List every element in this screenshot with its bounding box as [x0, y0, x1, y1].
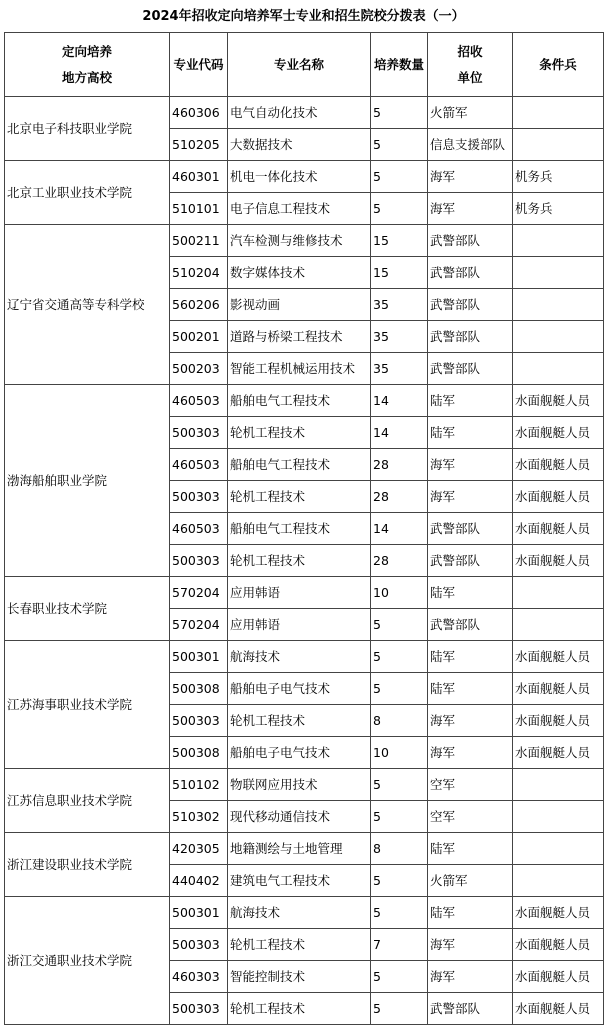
- major-name-cell: 应用韩语: [228, 609, 371, 641]
- unit-cell: 信息支援部队: [428, 129, 513, 161]
- major-name-cell: 船舶电气工程技术: [228, 385, 371, 417]
- major-code-cell: 500303: [170, 417, 228, 449]
- header-code: 专业代码: [170, 33, 228, 97]
- count-cell: 35: [371, 289, 428, 321]
- condition-cell: 水面舰艇人员: [513, 705, 604, 737]
- major-name-cell: 轮机工程技术: [228, 417, 371, 449]
- school-name-cell: 江苏信息职业技术学院: [5, 769, 170, 833]
- count-cell: 14: [371, 385, 428, 417]
- major-name-cell: 地籍测绘与土地管理: [228, 833, 371, 865]
- major-code-cell: 420305: [170, 833, 228, 865]
- header-condition: 条件兵: [513, 33, 604, 97]
- table-row: [5, 225, 604, 257]
- unit-cell: 武警部队: [428, 353, 513, 385]
- major-name-cell: 大数据技术: [228, 129, 371, 161]
- unit-cell: 武警部队: [428, 257, 513, 289]
- count-cell: 15: [371, 257, 428, 289]
- major-name-cell: 轮机工程技术: [228, 929, 371, 961]
- major-name-cell: 电气自动化技术: [228, 97, 371, 129]
- major-code-cell: 500211: [170, 225, 228, 257]
- major-code-cell: 500201: [170, 321, 228, 353]
- count-cell: 35: [371, 321, 428, 353]
- unit-cell: 武警部队: [428, 225, 513, 257]
- condition-cell: 水面舰艇人员: [513, 929, 604, 961]
- school-name-cell: 浙江交通职业技术学院: [5, 897, 170, 1025]
- school-name-cell: 长春职业技术学院: [5, 577, 170, 641]
- unit-cell: 海军: [428, 449, 513, 481]
- condition-cell: 水面舰艇人员: [513, 417, 604, 449]
- condition-cell: 水面舰艇人员: [513, 449, 604, 481]
- major-code-cell: 570204: [170, 577, 228, 609]
- condition-cell: [513, 129, 604, 161]
- major-code-cell: 500301: [170, 641, 228, 673]
- major-code-cell: 500308: [170, 673, 228, 705]
- condition-cell: [513, 257, 604, 289]
- major-name-cell: 船舶电气工程技术: [228, 513, 371, 545]
- header-school: 定向培养 地方高校: [5, 33, 170, 97]
- header-major: 专业名称: [228, 33, 371, 97]
- table-row: [5, 641, 604, 673]
- table-row: [5, 161, 604, 193]
- major-code-cell: 500303: [170, 993, 228, 1025]
- unit-cell: 陆军: [428, 833, 513, 865]
- school-name-cell: 辽宁省交通高等专科学校: [5, 225, 170, 385]
- count-cell: 28: [371, 449, 428, 481]
- major-name-cell: 物联网应用技术: [228, 769, 371, 801]
- unit-cell: 海军: [428, 481, 513, 513]
- major-name-cell: 轮机工程技术: [228, 481, 371, 513]
- major-code-cell: 440402: [170, 865, 228, 897]
- condition-cell: 水面舰艇人员: [513, 545, 604, 577]
- major-code-cell: 500303: [170, 481, 228, 513]
- count-cell: 14: [371, 417, 428, 449]
- major-code-cell: 500301: [170, 897, 228, 929]
- major-name-cell: 影视动画: [228, 289, 371, 321]
- major-name-cell: 轮机工程技术: [228, 545, 371, 577]
- condition-cell: [513, 225, 604, 257]
- major-name-cell: 航海技术: [228, 897, 371, 929]
- count-cell: 5: [371, 897, 428, 929]
- major-code-cell: 510101: [170, 193, 228, 225]
- header-unit: 招收 单位: [428, 33, 513, 97]
- condition-cell: [513, 609, 604, 641]
- major-name-cell: 轮机工程技术: [228, 993, 371, 1025]
- table-row: [5, 897, 604, 929]
- header-count: 培养数量: [371, 33, 428, 97]
- condition-cell: [513, 833, 604, 865]
- condition-cell: [513, 865, 604, 897]
- count-cell: 5: [371, 97, 428, 129]
- table-row: [5, 97, 604, 129]
- major-code-cell: 460306: [170, 97, 228, 129]
- major-code-cell: 510302: [170, 801, 228, 833]
- count-cell: 14: [371, 513, 428, 545]
- page-title: 2024年招收定向培养军士专业和招生院校分拨表（一）: [142, 9, 465, 24]
- major-name-cell: 轮机工程技术: [228, 705, 371, 737]
- major-code-cell: 500308: [170, 737, 228, 769]
- unit-cell: 陆军: [428, 673, 513, 705]
- major-name-cell: 智能控制技术: [228, 961, 371, 993]
- major-name-cell: 电子信息工程技术: [228, 193, 371, 225]
- count-cell: 5: [371, 865, 428, 897]
- unit-cell: 空军: [428, 769, 513, 801]
- condition-cell: 水面舰艇人员: [513, 897, 604, 929]
- allocation-table: [4, 32, 604, 1025]
- count-cell: 5: [371, 769, 428, 801]
- major-name-cell: 建筑电气工程技术: [228, 865, 371, 897]
- condition-cell: 机务兵: [513, 193, 604, 225]
- unit-cell: 海军: [428, 193, 513, 225]
- unit-cell: 陆军: [428, 641, 513, 673]
- unit-cell: 陆军: [428, 577, 513, 609]
- major-name-cell: 船舶电子电气技术: [228, 737, 371, 769]
- unit-cell: 海军: [428, 961, 513, 993]
- school-name-cell: 北京工业职业技术学院: [5, 161, 170, 225]
- condition-cell: 水面舰艇人员: [513, 961, 604, 993]
- unit-cell: 空军: [428, 801, 513, 833]
- major-name-cell: 现代移动通信技术: [228, 801, 371, 833]
- major-name-cell: 船舶电气工程技术: [228, 449, 371, 481]
- table-row: [5, 577, 604, 609]
- major-code-cell: 460301: [170, 161, 228, 193]
- unit-cell: 武警部队: [428, 513, 513, 545]
- unit-cell: 武警部队: [428, 609, 513, 641]
- major-code-cell: 460303: [170, 961, 228, 993]
- count-cell: 5: [371, 673, 428, 705]
- condition-cell: 水面舰艇人员: [513, 385, 604, 417]
- unit-cell: 陆军: [428, 417, 513, 449]
- count-cell: 8: [371, 705, 428, 737]
- major-code-cell: 460503: [170, 513, 228, 545]
- major-code-cell: 460503: [170, 385, 228, 417]
- count-cell: 15: [371, 225, 428, 257]
- condition-cell: [513, 801, 604, 833]
- major-code-cell: 500303: [170, 705, 228, 737]
- unit-cell: 武警部队: [428, 993, 513, 1025]
- major-code-cell: 510204: [170, 257, 228, 289]
- major-code-cell: 500203: [170, 353, 228, 385]
- condition-cell: 水面舰艇人员: [513, 513, 604, 545]
- unit-cell: 陆军: [428, 897, 513, 929]
- condition-cell: [513, 577, 604, 609]
- condition-cell: [513, 97, 604, 129]
- condition-cell: 水面舰艇人员: [513, 737, 604, 769]
- major-name-cell: 智能工程机械运用技术: [228, 353, 371, 385]
- count-cell: 5: [371, 193, 428, 225]
- count-cell: 5: [371, 161, 428, 193]
- table-header-row: [5, 33, 604, 97]
- condition-cell: 水面舰艇人员: [513, 481, 604, 513]
- unit-cell: 陆军: [428, 385, 513, 417]
- condition-cell: [513, 321, 604, 353]
- major-name-cell: 应用韩语: [228, 577, 371, 609]
- count-cell: 5: [371, 641, 428, 673]
- school-name-cell: 浙江建设职业技术学院: [5, 833, 170, 897]
- unit-cell: 海军: [428, 929, 513, 961]
- major-name-cell: 道路与桥梁工程技术: [228, 321, 371, 353]
- condition-cell: 机务兵: [513, 161, 604, 193]
- unit-cell: 海军: [428, 161, 513, 193]
- unit-cell: 海军: [428, 705, 513, 737]
- major-name-cell: 汽车检测与维修技术: [228, 225, 371, 257]
- count-cell: 5: [371, 129, 428, 161]
- condition-cell: 水面舰艇人员: [513, 641, 604, 673]
- condition-cell: [513, 769, 604, 801]
- major-code-cell: 560206: [170, 289, 228, 321]
- condition-cell: [513, 353, 604, 385]
- school-name-cell: 北京电子科技职业学院: [5, 97, 170, 161]
- school-name-cell: 江苏海事职业技术学院: [5, 641, 170, 769]
- count-cell: 28: [371, 481, 428, 513]
- count-cell: 10: [371, 737, 428, 769]
- school-name-cell: 渤海船舶职业学院: [5, 385, 170, 577]
- unit-cell: 武警部队: [428, 289, 513, 321]
- count-cell: 5: [371, 993, 428, 1025]
- count-cell: 5: [371, 961, 428, 993]
- major-name-cell: 数字媒体技术: [228, 257, 371, 289]
- major-code-cell: 510205: [170, 129, 228, 161]
- major-code-cell: 510102: [170, 769, 228, 801]
- condition-cell: 水面舰艇人员: [513, 993, 604, 1025]
- count-cell: 5: [371, 801, 428, 833]
- count-cell: 10: [371, 577, 428, 609]
- major-code-cell: 500303: [170, 929, 228, 961]
- count-cell: 5: [371, 609, 428, 641]
- table-row: [5, 769, 604, 801]
- unit-cell: 武警部队: [428, 321, 513, 353]
- condition-cell: 水面舰艇人员: [513, 673, 604, 705]
- major-code-cell: 460503: [170, 449, 228, 481]
- condition-cell: [513, 289, 604, 321]
- major-code-cell: 500303: [170, 545, 228, 577]
- major-name-cell: 船舶电子电气技术: [228, 673, 371, 705]
- major-code-cell: 570204: [170, 609, 228, 641]
- count-cell: 7: [371, 929, 428, 961]
- unit-cell: 海军: [428, 737, 513, 769]
- table-row: [5, 385, 604, 417]
- table-body: [5, 97, 604, 1025]
- count-cell: 28: [371, 545, 428, 577]
- table-row: [5, 833, 604, 865]
- unit-cell: 武警部队: [428, 545, 513, 577]
- unit-cell: 火箭军: [428, 97, 513, 129]
- count-cell: 8: [371, 833, 428, 865]
- count-cell: 35: [371, 353, 428, 385]
- major-name-cell: 机电一体化技术: [228, 161, 371, 193]
- unit-cell: 火箭军: [428, 865, 513, 897]
- major-name-cell: 航海技术: [228, 641, 371, 673]
